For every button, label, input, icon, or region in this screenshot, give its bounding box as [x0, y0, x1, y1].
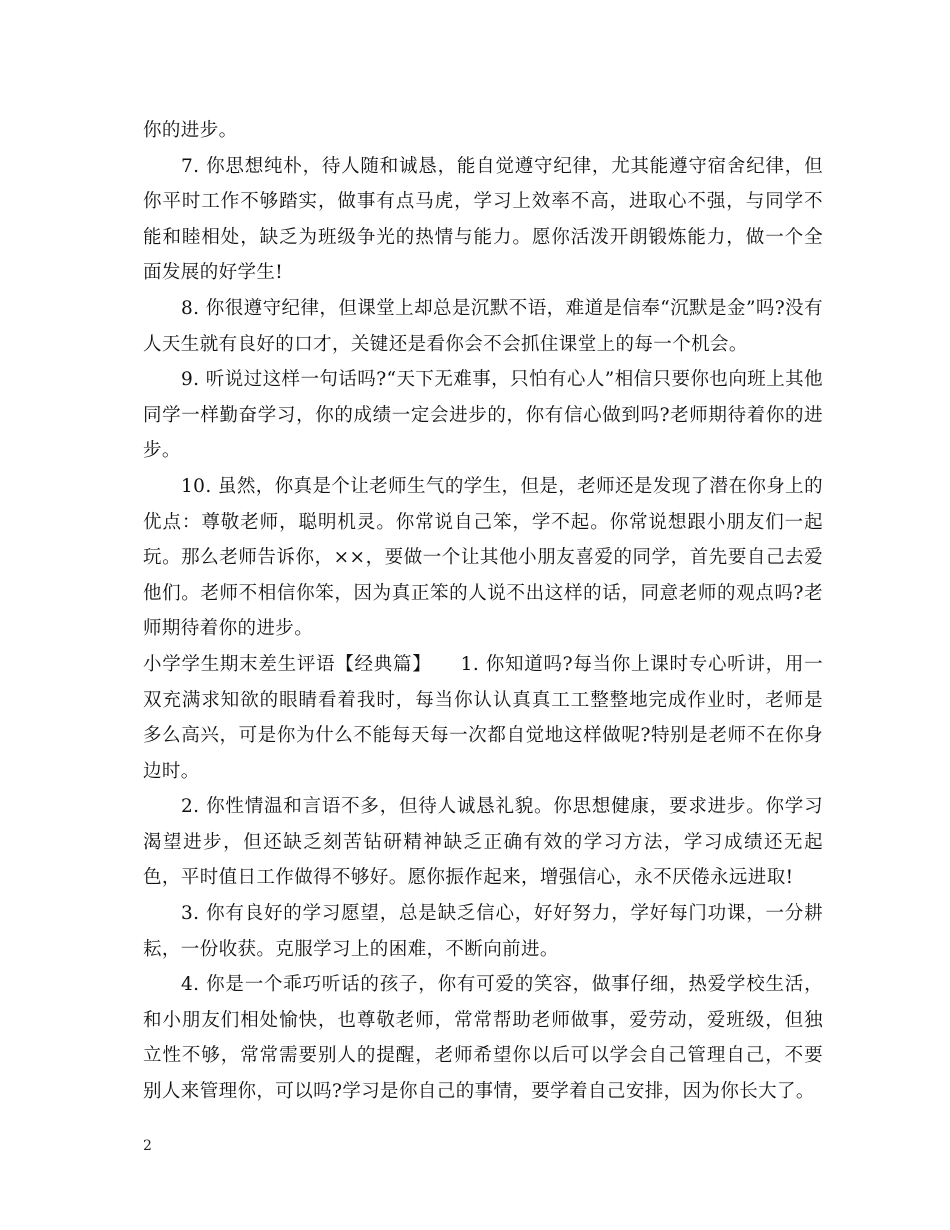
paragraph-comment-9: 9. 听说过这样一句话吗?“天下无难事，只怕有心人”相信只要你也向班上其他同学一样勤奋学习，你的成绩一定会进步的，你有信心做到吗?老师期待着你的进步。 [143, 369, 823, 462]
paragraph-comment-10: 10. 虽然，你真是个让老师生气的学生，但是，老师还是发现了潜在你身上的优点：尊敬老师，聪明机灵。你常说自己笨，学不起。你常说想跟小朋友们一起玩。那么老师告诉你，××，要做一个让其他小朋友喜爱的同学，首先要自己去爱他们。老师不相信你笨，因为真正笨的人说不出这样的话，同意老师的观点吗?老师期待着你的进步。 [143, 475, 823, 640]
page-number: 2 [143, 1138, 152, 1154]
paragraph-classic-2: 2. 你性情温和言语不多，但待人诚恳礼貌。你思想健康，要求进步。你学习渴望进步，但还缺乏刻苦钻研精神缺乏正确有效的学习方法，学习成绩还无起色，平时值日工作做得不够好。愿你振作起来，增强信心，永不厌倦永远进取! [143, 796, 823, 889]
paragraph-classic-3: 3. 你有良好的学习愿望，总是缺乏信心，好好努力，学好每门功课，一分耕耘，一份收获。克服学习上的困难，不断向前进。 [143, 903, 823, 960]
paragraph-comment-7: 7. 你思想纯朴，待人随和诚恳，能自觉遵守纪律，尤其能遵守宿舍纪律，但你平时工作不够踏实，做事有点马虎，学习上效率不高，进取心不强，与同学不能和睦相处，缺乏为班级争光的热情与能力。愿你活泼开朗锻炼能力，做一个全面发展的好学生! [143, 155, 823, 284]
paragraph-continuation: 你的进步。 [143, 120, 238, 141]
body-text [143, 113, 823, 1110]
paragraph-comment-8: 8. 你很遵守纪律，但课堂上却总是沉默不语，难道是信奉“沉默是金”吗?没有人天生就有良好的口才，关键还是看你会不会抓住课堂上的每一个机会。 [143, 297, 823, 355]
section-heading-paragraph: 小学学生期末差生评语【经典篇】 1. 你知道吗?每当你上课时专心听讲，用一双充满求知欲的眼睛看着我时，每当你认认真真工工整整地完成作业时，老师是多么高兴，可是你为什么不能每天每一次都自觉地这样做呢?特别是老师不在你身边时。 [143, 653, 823, 782]
paragraph-classic-4: 4. 你是一个乖巧听话的孩子，你有可爱的笑容，做事仔细，热爱学校生活，和小朋友们相处愉快，也尊敬老师，常常帮助老师做事，爱劳动，爱班级，但独立性不够，常常需要别人的提醒，老师希望你以后可以学会自己管理自己，不要别人来管理你，可以吗?学习是你自己的事情，要学着自己安排，因为你长大了。 [143, 974, 823, 1103]
